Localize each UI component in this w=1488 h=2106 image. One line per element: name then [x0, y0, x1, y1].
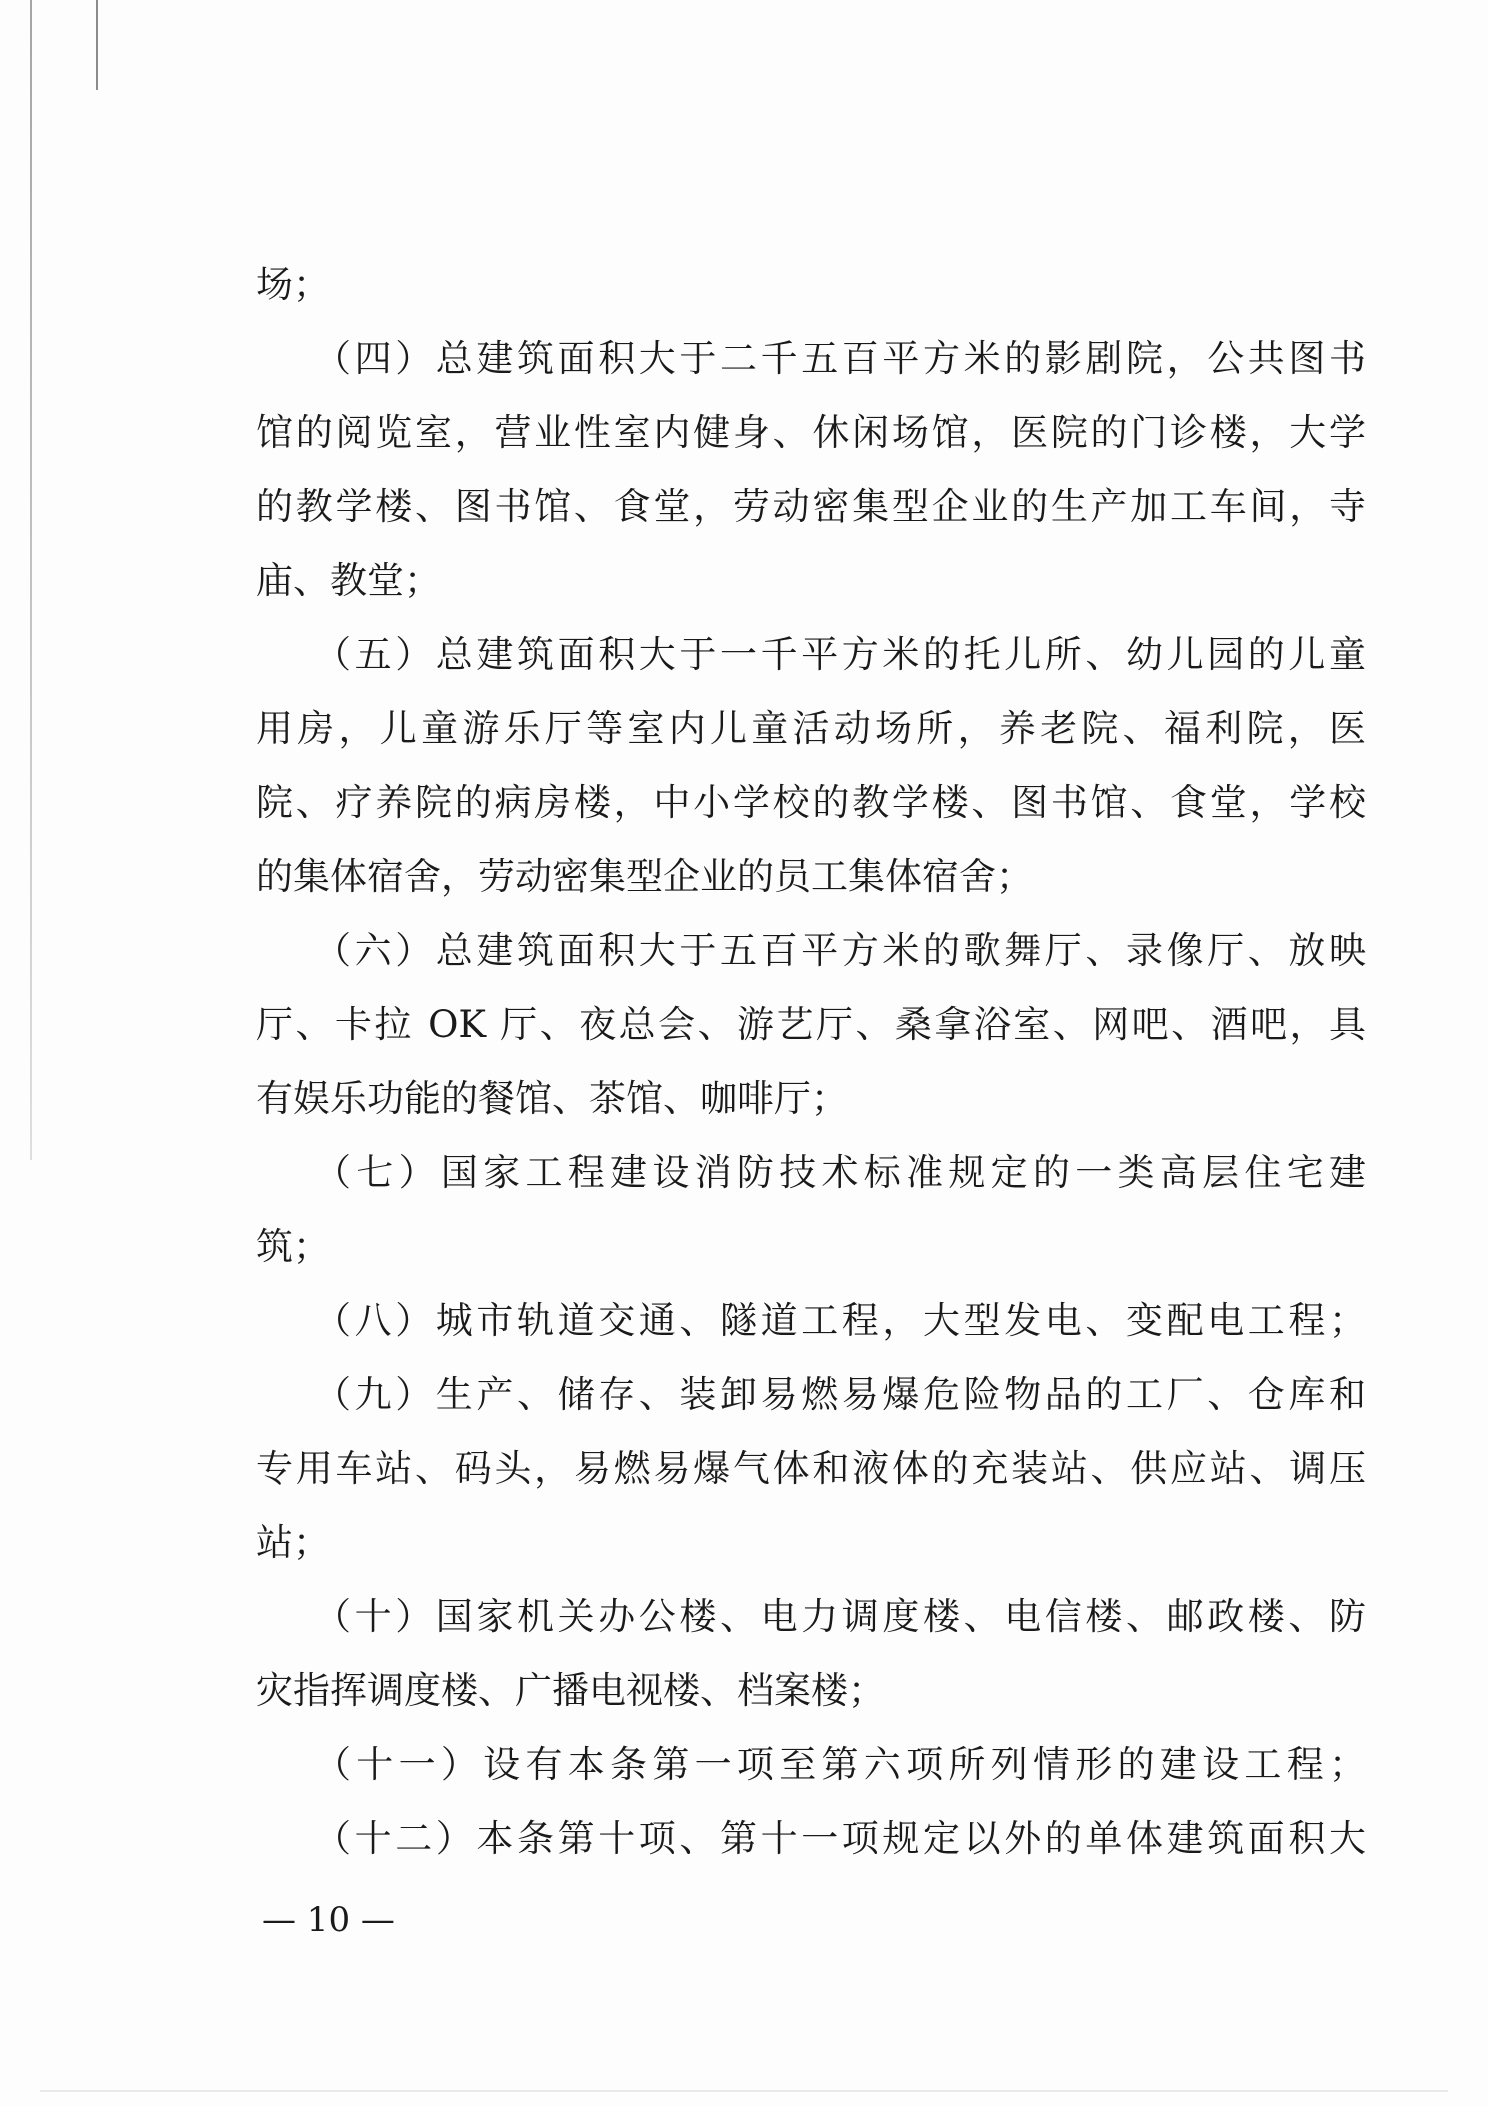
text-line: 院、疗养院的病房楼，中小学校的教学楼、图书馆、食堂，学校 — [256, 781, 1366, 824]
text-line: 灾指挥调度楼、广播电视楼、档案楼； — [256, 1669, 885, 1712]
text-line: （九）生产、储存、装卸易燃易爆危险物品的工厂、仓库和 — [314, 1373, 1366, 1416]
text-line: （六）总建筑面积大于五百平方米的歌舞厅、录像厅、放映 — [314, 929, 1366, 972]
text-line: （四）总建筑面积大于二千五百平方米的影剧院，公共图书 — [314, 337, 1366, 380]
scan-artifact-line — [96, 0, 98, 90]
text-line: 庙、教堂； — [256, 559, 441, 602]
text-line: 专用车站、码头，易燃易爆气体和液体的充装站、供应站、调压 — [256, 1447, 1366, 1490]
scan-artifact-line — [30, 0, 32, 1160]
body-text — [256, 248, 1366, 1876]
text-line: 的教学楼、图书馆、食堂，劳动密集型企业的生产加工车间，寺 — [256, 485, 1366, 528]
page-number: — 10 — — [262, 1900, 395, 1940]
text-line: 站； — [256, 1521, 330, 1564]
text-line: 场； — [256, 263, 330, 306]
text-line: （七）国家工程建设消防技术标准规定的一类高层住宅建 — [314, 1151, 1366, 1194]
text-line: （十一）设有本条第一项至第六项所列情形的建设工程； — [314, 1743, 1366, 1786]
text-line: （八）城市轨道交通、隧道工程，大型发电、变配电工程； — [314, 1299, 1366, 1342]
text-line: （五）总建筑面积大于一千平方米的托儿所、幼儿园的儿童 — [314, 633, 1366, 676]
text-line: 有娱乐功能的餐馆、茶馆、咖啡厅； — [256, 1077, 848, 1120]
text-line: （十二）本条第十项、第十一项规定以外的单体建筑面积大 — [314, 1817, 1366, 1860]
text-line: 筑； — [256, 1225, 330, 1268]
scan-artifact-line — [40, 2090, 1448, 2092]
text-line: （十）国家机关办公楼、电力调度楼、电信楼、邮政楼、防 — [314, 1595, 1366, 1638]
text-line: 用房，儿童游乐厅等室内儿童活动场所，养老院、福利院，医 — [256, 707, 1366, 750]
text-line: 馆的阅览室，营业性室内健身、休闲场馆，医院的门诊楼，大学 — [256, 411, 1366, 454]
text-line: 的集体宿舍，劳动密集型企业的员工集体宿舍； — [256, 855, 1033, 898]
text-line: 厅、卡拉 OK 厅、夜总会、游艺厅、桑拿浴室、网吧、酒吧，具 — [256, 1003, 1366, 1046]
